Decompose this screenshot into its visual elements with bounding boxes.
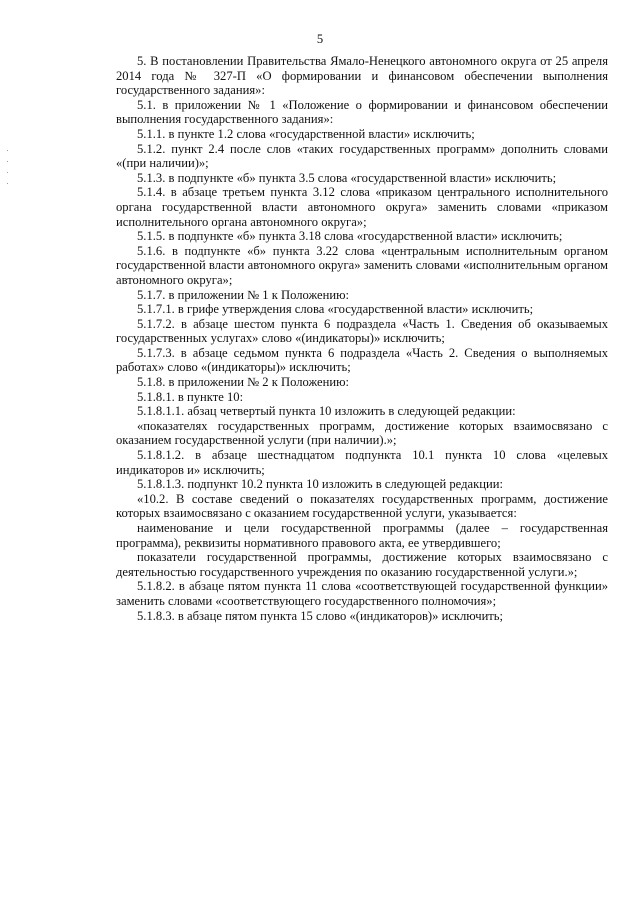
document-body xyxy=(116,54,608,623)
paragraph: 5.1.1. в пункте 1.2 слова «государственной власти» исключить; xyxy=(137,126,475,141)
paragraph: 5.1.7.2. в абзаце шестом пункта 6 подраздела «Часть 1. Сведения об оказываемых государственных услугах» слово «(индикаторы)» исключить; xyxy=(116,316,608,346)
paragraph: 5.1.7.3. в абзаце седьмом пункта 6 подраздела «Часть 2. Сведения о выполняемых работах» слово «(индикаторы)» исключить; xyxy=(116,345,608,375)
paragraph: 5.1.8.1.1. абзац четвертый пункта 10 изложить в следующей редакции: xyxy=(137,404,516,419)
margin-mark xyxy=(7,183,8,184)
margin-mark xyxy=(7,172,8,173)
margin-mark xyxy=(7,161,8,162)
paragraph: 5.1.8. в приложении № 2 к Положению: xyxy=(137,375,349,390)
paragraph: наименование и цели государственной программы (далее – государственная программа), реквизиты нормативного правового акта, ее утвердившего; xyxy=(116,521,608,550)
paragraph: 5.1.5. в подпункте «б» пункта 3.18 слова «государственной власти» исключить; xyxy=(137,229,563,244)
paragraph: 5.1.4. в абзаце третьем пункта 3.12 слова «приказом центрального исполнительного органа государственной власти автономного округа» заменить словами «приказом исполнительного органа автономного округа»; xyxy=(116,185,608,229)
paragraph: 5.1.8.1.3. подпункт 10.2 пункта 10 изложить в следующей редакции: xyxy=(137,477,503,492)
paragraph: 5.1.8.2. в абзаце пятом пункта 11 слова «соответствующей государственной функции» заменить словами «соответствующего государственного полномочия»; xyxy=(116,579,608,608)
paragraph: 5.1.8.3. в абзаце пятом пункта 15 слово «(индикаторов)» исключить; xyxy=(137,608,504,623)
paragraph: 5.1.8.1.2. в абзаце шестнадцатом подпункта 10.1 пункта 10 слова «целевых индикаторов и» исключить; xyxy=(116,448,608,477)
paragraph: 5.1.3. в подпункте «б» пункта 3.5 слова «государственной власти» исключить; xyxy=(137,170,557,185)
paragraph: 5.1. в приложении № 1 «Положение о формировании и финансовом обеспечении выполнения государственного задания»: xyxy=(116,97,608,127)
paragraph: 5. В постановлении Правительства Ямало-Ненецкого автономного округа от 25 апреля 2014 года № 327-П «О формировании и финансовом обеспечении выполнения государственного задания»: xyxy=(116,54,608,98)
paragraph: 5.1.2. пункт 2.4 после слов «таких государственных программ» дополнить словами «(при наличии)»; xyxy=(116,141,608,171)
page-number: 5 xyxy=(316,32,324,46)
margin-mark xyxy=(7,150,8,151)
paragraph: 5.1.6. в подпункте «б» пункта 3.22 слова «центральным исполнительным органом государственной власти автономного округа» заменить словами «исполнительным органом автономного округа»; xyxy=(116,243,608,287)
paragraph: 5.1.7.1. в грифе утверждения слова «государственной власти» исключить; xyxy=(137,302,534,317)
paragraph: показатели государственной программы, достижение которых взаимосвязано с деятельностью государственного учреждения по оказанию государственной услуги.»; xyxy=(116,550,608,579)
margin-marks xyxy=(7,150,9,194)
paragraph: 5.1.8.1. в пункте 10: xyxy=(137,389,244,404)
paragraph: «показателях государственных программ, достижение которых взаимосвязано с оказанием государственной услуги (при наличии).»; xyxy=(116,418,608,448)
paragraph: 5.1.7. в приложении № 1 к Положению: xyxy=(137,287,349,302)
paragraph: «10.2. В составе сведений о показателях государственных программ, достижение которых взаимосвязано с оказанием государственной услуги, указывается: xyxy=(116,491,608,521)
